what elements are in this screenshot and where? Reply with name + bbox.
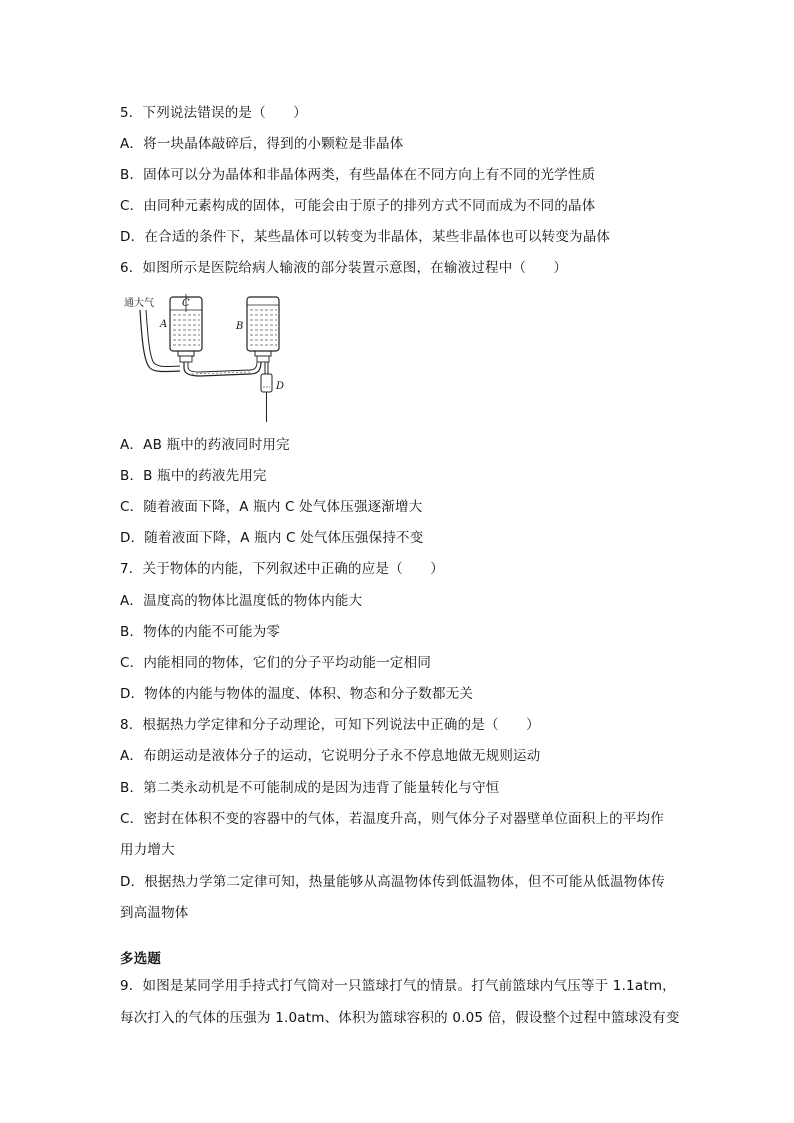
q8-option-b: B．第二类永动机是不可能制成的是因为违背了能量转化与守恒 (120, 780, 500, 796)
figure-label-a: A (160, 319, 168, 330)
q7-option-b: B．物体的内能不可能为零 (120, 624, 281, 640)
q9-line1: 9．如图是某同学用手持式打气筒对一只篮球打气的情景。打气前篮球内气压等于 1.1atm， (120, 978, 676, 994)
q8-option-d-line2: 到高温物体 (120, 905, 189, 921)
q9-line2: 每次打入的气体的压强为 1.0atm、体积为篮球容积的 0.05 倍，假设整个过程中篮球没有变 (120, 1010, 680, 1026)
q7-option-c: C．内能相同的物体，它们的分子平均动能一定相同 (120, 655, 432, 671)
q8-option-c-line2: 用力增大 (120, 842, 175, 858)
q5-stem: 5．下列说法错误的是（ ） (120, 105, 307, 121)
figure-label-b: B (236, 321, 244, 332)
drip-chamber-d (261, 362, 272, 422)
q6-option-d: D．随着液面下降，A 瓶内 C 处气体压强保持不变 (120, 530, 424, 546)
q5-option-a: A．将一块晶体敲碎后，得到的小颗粒是非晶体 (120, 136, 404, 152)
q5-option-c: C．由同种元素构成的固体，可能会由于原子的排列方式不同而成为不同的晶体 (120, 198, 596, 214)
q5-option-d: D．在合适的条件下，某些晶体可以转变为非晶体，某些非晶体也可以转变为晶体 (120, 229, 611, 245)
q8-option-a: A．布朗运动是液体分子的运动，它说明分子永不停息地做无规则运动 (120, 748, 541, 764)
q7-option-a: A．温度高的物体比温度低的物体内能大 (120, 593, 363, 609)
q7-stem: 7．关于物体的内能，下列叙述中正确的应是（ ） (120, 561, 444, 577)
section-title-multiple-choice: 多选题 (120, 951, 162, 967)
q8-option-d-line1: D．根据热力学第二定律可知，热量能够从高温物体传到低温物体，但不可能从低温物体传 (120, 874, 665, 890)
figure-label-c: C (182, 298, 190, 309)
q7-option-d: D．物体的内能与物体的温度、体积、物态和分子数都无关 (120, 686, 474, 702)
q5-option-b: B．固体可以分为晶体和非晶体两类，有些晶体在不同方向上有不同的光学性质 (120, 167, 596, 183)
q6-option-c: C．随着液面下降，A 瓶内 C 处气体压强逐渐增大 (120, 499, 423, 515)
q8-option-c-line1: C．密封在体积不变的容器中的气体，若温度升高，则气体分子对器壁单位面积上的平均作 (120, 811, 664, 827)
infusion-apparatus-figure (120, 292, 310, 424)
figure-label-d: D (276, 381, 285, 392)
q8-stem: 8．根据热力学定律和分子动理论，可知下列说法中正确的是（ ） (120, 717, 540, 733)
q6-stem: 6．如图所示是医院给病人输液的部分装置示意图，在输液过程中（ ） (120, 260, 568, 276)
connecting-tube (184, 362, 261, 376)
q6-option-b: B．B 瓶中的药液先用完 (120, 468, 267, 484)
figure-label-air: 通大气 (124, 298, 154, 309)
bottle-b (247, 297, 279, 362)
q6-option-a: A．AB 瓶中的药液同时用完 (120, 437, 290, 453)
